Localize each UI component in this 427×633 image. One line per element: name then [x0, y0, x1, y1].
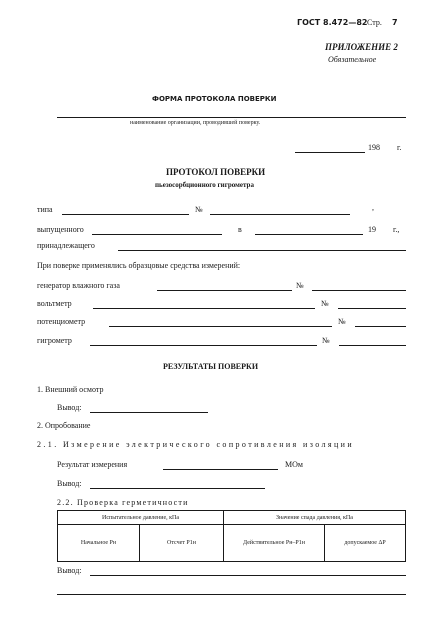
issued-in: в: [238, 225, 242, 234]
tightness-table: [57, 510, 406, 562]
date-year: 198: [368, 143, 380, 152]
issued-label: выпущенного: [37, 225, 84, 234]
standard-hygrometer-label: гигрометр: [37, 336, 72, 345]
date-line: [295, 152, 365, 153]
type-num-sign: №: [195, 205, 203, 214]
section-2-1-result-line: [163, 469, 278, 470]
section-2-2-conclusion-line: [90, 575, 406, 576]
issued-line: [92, 234, 222, 235]
standard-potentiometer-line: [109, 326, 332, 327]
standard-voltmeter-num-line: [338, 308, 406, 309]
appendix-mandatory: Обязательное: [328, 55, 377, 64]
standards-intro: При поверке применялись образцовые средства измерений:: [37, 261, 241, 270]
standard-potentiometer-label: потенциометр: [37, 317, 86, 326]
table-col-initial: Начальное Pн: [58, 525, 140, 562]
section-1-conclusion-line: [90, 412, 208, 413]
standard-potentiometer-num-line: [355, 326, 406, 327]
type-num-line: [210, 214, 350, 215]
standard-gas-generator-label: генератор влажного газа: [37, 281, 120, 290]
standard-voltmeter-label: вольтметр: [37, 299, 72, 308]
page-number: 7: [392, 18, 398, 27]
table-col-allowed: допускаемое ΔP: [325, 525, 406, 562]
protocol-title: ПРОТОКОЛ ПОВЕРКИ: [166, 167, 266, 177]
section-2-2-extra-line: [57, 594, 406, 595]
section-2-1-label: 2.1. Измерение электрического сопротивления изоляции: [37, 440, 355, 449]
issued-year-g: г.,: [393, 225, 400, 234]
appendix-title: ПРИЛОЖЕНИЕ 2: [325, 42, 398, 52]
table-col-reading: Отсчет P1н: [140, 525, 224, 562]
belongs-label: принадлежащего: [37, 241, 95, 250]
standard-hygrometer-num: №: [322, 336, 330, 345]
protocol-subtitle: пьезосорбционного гигрометра: [155, 181, 254, 189]
belongs-line: [118, 250, 406, 251]
type-comma: ,: [372, 203, 374, 212]
section-2-1-result-label: Результат измерения: [57, 460, 128, 469]
section-2-1-unit: МОм: [285, 460, 303, 469]
standard-gas-generator-line: [157, 290, 292, 291]
table-group-pressure-drop: Значение спада давления, кПа: [224, 511, 406, 525]
standard-gas-generator-num-line: [312, 290, 406, 291]
issued-year-line: [255, 234, 363, 235]
standard-potentiometer-num: №: [338, 317, 346, 326]
standard-voltmeter-line: [93, 308, 315, 309]
section-2-label: 2. Опробование: [37, 421, 91, 430]
results-title: РЕЗУЛЬТАТЫ ПОВЕРКИ: [163, 362, 259, 371]
section-2-2-label: 2.2. Проверка герметичности: [57, 498, 189, 507]
organization-line: [57, 117, 406, 118]
page-label: Стр.: [367, 18, 382, 27]
type-label: типа: [37, 205, 53, 214]
standard-gas-generator-num: №: [296, 281, 304, 290]
section-1-label: 1. Внешний осмотр: [37, 385, 104, 394]
issued-year: 19: [368, 225, 376, 234]
standard-voltmeter-num: №: [321, 299, 329, 308]
table-col-actual: Действительное Pн–P1н: [224, 525, 325, 562]
standard-hygrometer-line: [90, 345, 317, 346]
organization-caption: наименование организации, проводившей поверку.: [130, 120, 261, 126]
standard-hygrometer-num-line: [339, 345, 406, 346]
section-2-1-conclusion: Вывод:: [57, 479, 82, 488]
table-group-test-pressure: Испытательное давление, кПа: [58, 511, 224, 525]
section-1-conclusion: Вывод:: [57, 403, 82, 412]
section-2-2-conclusion: Вывод:: [57, 566, 82, 575]
gost-number: ГОСТ 8.472—82: [297, 18, 368, 27]
date-g: г.: [397, 143, 402, 152]
section-2-1-conclusion-line: [90, 488, 265, 489]
type-line: [62, 214, 189, 215]
form-title: ФОРМА ПРОТОКОЛА ПОВЕРКИ: [152, 95, 277, 103]
